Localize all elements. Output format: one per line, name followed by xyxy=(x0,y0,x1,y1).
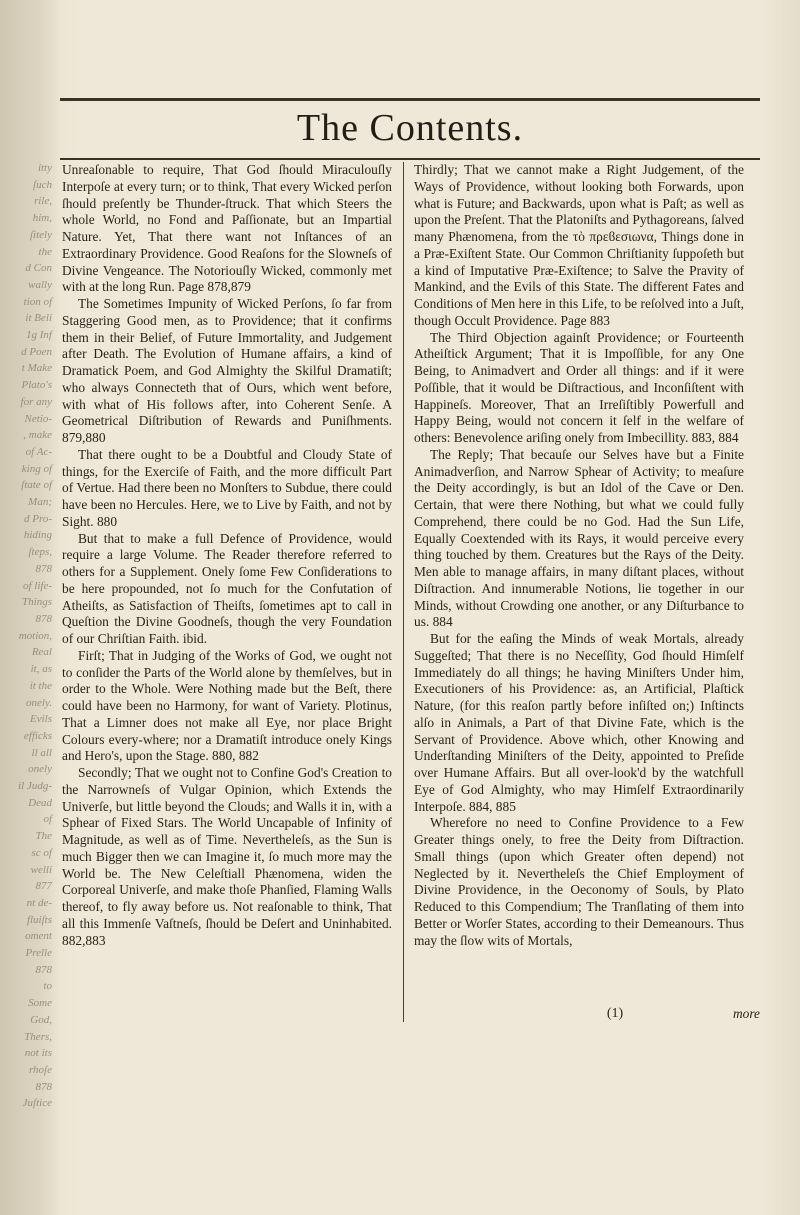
contents-entry: The Third Objection againſt Providence; or Fourteenth Atheiſtick Argument; That it is Impoſſible, for any One Being, to Animadvert and Order all things: and if it were Poſſible, that it would be Diſtractious, and Inconſiſtent with Happineſs. Moreover, That an Irreſiſtibly Powerfull and Happy Being, would not concern it ſelf in the welfare of others: Benevolence ariſing onely from Imbecillity. 883, 884 xyxy=(414,329,744,445)
page-mark: (1) xyxy=(606,1006,624,1021)
contents-entry: Thirdly; That we cannot make a Right Judgement, of the Ways of Providence, without looking both Forwards, upon what is Future; and Backwards, upon what is Paſt; as well as upon the Preſent. That the Platoniſts and Pythagoreans, ſalved many Phænomena, from the τὸ πρεϐεσιωνα, Things done in a Præ-Exiſtent State. Our Common Chriſtianity ſuppoſeth but a kind of Imputative Præ-Exiſtence; to Salve the Pravity of Mankind, and the Evils of this State. The different Fates and Conditions of Men here in this Life, to be reſolved into a Juſt, though Occult Providence. Page 883 xyxy=(414,162,744,328)
contents-entry: Wherefore no need to Confine Providence to a Few Greater things onely, to free the Deity from Diſtraction. Small things (upon which Greater often depend) not Neglected by it. Nevertheleſs the Chief Employment of Divine Providence, in the Oeconomy of Souls, by Plato Reduced to this Compendium; The Tranſlating of them into Better or Worſer States, according to their Demeanours. Thus may the ſlow wits of Mortals, xyxy=(414,815,744,948)
contents-entry: That there ought to be a Doubtful and Cloudy State of things, for the Exerciſe of Faith, and the more difficult Part of Vertue. Had there been no Monſters to Subdue, there could have been no Hercules. Here, we to Live by Faith, and not by Sight. 880 xyxy=(62,446,392,529)
column-divider xyxy=(403,162,404,1022)
title-rule xyxy=(60,158,760,160)
contents-entry: The Sometimes Impunity of Wicked Perſons, ſo far from Staggering Good men, as to Providence; that it confirms them in their Belief, of Future Immortality, and Judgement after Death. The Evolution of Humane affairs, a kind of Dramatick Poem, and God Almighty the Skilful Dramatiſt; who always Connecteth that of Ours, which went before, with what of His follows after, into Coherent Senſe. A Geometrical Diſtribution of Rewards and Puniſhments. 879,880 xyxy=(62,296,392,445)
contents-entry: But for the eaſing the Minds of weak Mortals, already Suggeſted; That there is no Neceſſity, God ſhould Himſelf Immediately do all things; he having Miniſters Under him, Executioners of his Providence: as, an Artificial, Plaſtick Nature, (for this reaſon partly before inſiſted on;) Inſtincts alſo in Animals, a Part of that Divine Fate, which is the Servant of Providence. Above which, other Knowing and Underſtanding Miniſters of the Deity, appointed to Preſide over Humane Affairs. But all over-look'd by the watchfull Eye of God Almighty, who may Himſelf Extraordinarily Interpoſe. 884, 885 xyxy=(414,631,744,814)
contents-entry: Secondly; That we ought not to Confine God's Creation to the Narrowneſs of Vulgar Opinion, which Extends the Univerſe, but little beyond the Clouds; and Walls it in, with a Sphear of Fixed Stars. The World Uncapable of Infinity of Magnitude, as well as of Time. Nevertheleſs, as the Sun is much Bigger then we can Imagine it, ſo much more may the World be. The New Celeſtiall Phænomena, widen the Corporeal Univerſe, and make thoſe Phanſied, Flaming Walls thereof, to fly away before us. Not reaſonable to think, That all this Immenſe Vaſtneſs, ſhould be Deſert and Uninhabited. 882,883 xyxy=(62,765,392,948)
right-column xyxy=(414,162,744,1022)
left-column xyxy=(62,162,392,1022)
contents-entry: But that to make a full Defence of Providence, would require a large Volume. The Reader therefore referred to others for a Supplement. Onely ſome Few Conſiderations to be here propounded, not ſo much for the Confutation of Atheiſts, as Satisfaction of Theiſts, ſometimes apt to call in Queſtion the Divine Goodneſs, though the very Foundation of our Chriſtian Faith. ibid. xyxy=(62,530,392,646)
catchword: more xyxy=(732,1006,760,1021)
contents-entry: Unreaſonable to require, That God ſhould Miraculouſly Interpoſe at every turn; or to think, That every Wicked perſon ſhould preſently be Thunder-ſtruck. That which Steers the whole World, no Fond and Paſſionate, but an Impartial Nature. Yet, That there want not Inſtances of an Extraordinary Providence. Good Reaſons for the Slowneſs of Divine Vengeance. The Notoriouſly Wicked, commonly met with at the long Run. Page 878,879 xyxy=(62,162,392,295)
contents-entry: Firſt; That in Judging of the Works of God, we ought not to conſider the Parts of the World alone by themſelves, but in order to the Whole. Were Nothing made but the Beſt, there could have been no Harmony, for want of Variety. Plotinus, That a Limner does not make all Eye, nor place Bright Colours every-where; nor a Dramatiſt introduce onely Kings and Hero's, upon the Stage. 880, 882 xyxy=(62,647,392,764)
page-title: The Contents. xyxy=(296,107,524,149)
bleed-text: itty ſuch rile, him, ſitely the d Con wally tion of it Beli 1g Inf d Poen t Make Plato's for any Netio- , make of Ac- king of ſtate of Man; d Pro- hiding ſteps, 878 of life- Things 878 motion, Real it, as it the onely. Evils efficks ll all onely il Judg- Dead of The sc of welli 877 nt de- fluiſts oment Prelle 878 to Some God, Thers, not its rhoſe 878 Juſtice xyxy=(18,162,52,1110)
contents-entry: The Reply; That becauſe our Selves have but a Finite Animadverſion, and Narrow Sphear of Activity; to meaſure the Deity accordingly, is but an Idol of the Cave or Den. Certain, that were there Nothing, but what we could fully Comprehend, there could be no God. Had the Sun Life, Equally Coextended with its Rays, it would perceive every thing touched by them. Creatures but the Rays of the Deity. Men able to manage affairs, in many diſtant places, without Diſtraction. And innumerable Notions, lie together in our Minds, without Crowding one another, or any Diſturbance to us. 884 xyxy=(414,446,744,630)
facing-page-bleed xyxy=(0,0,60,1215)
